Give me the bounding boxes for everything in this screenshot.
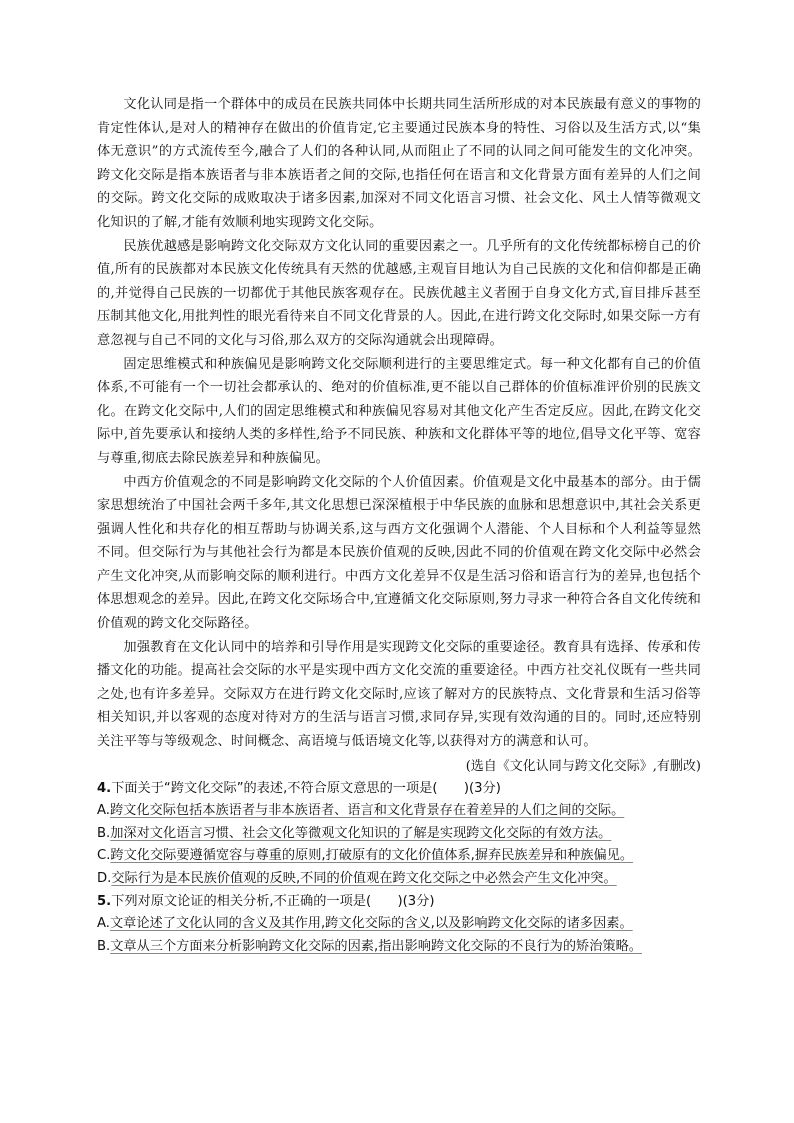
question-text: 下面关于“跨文化交际”的表述,不符合原文意思的一项是( )(3分) (111, 780, 501, 796)
passage-paragraph: 民族优越感是影响跨文化交际双方文化认同的重要因素之一。几乎所有的文化传统都标榜自己的价值,所有的民族都对本民族文化传统具有天然的优越感,主观盲目地认为自己民族的文化和信仰都是正确的,并觉得自己民族的一切都优于其他民族客观存在。民族优越主义者囿于自身文化方式,盲目排斥甚至压制其他文化,用批判性的眼光看待来自不同文化背景的人。因此,在进行跨文化交际时,如果交际一方有意忽视与自己不同的文化与习俗,那么双方的交际沟通就会出现障碍。 (97, 238, 701, 348)
option-text: 文章从三个方面来分析影响跨文化交际的因素,指出影响跨文化交际的不良行为的矫治策略。 (110, 938, 642, 954)
question-stem (97, 778, 701, 801)
option-text: 跨文化交际要遵循宽容与尊重的原则,打破原有的文化价值体系,摒弃民族差异和种族偏见。 (110, 848, 634, 864)
option-text: 交际行为是本民族价值观的反映,不同的价值观在跨文化交际之中必然会产生文化冲突。 (111, 871, 617, 886)
passage-paragraph: 加强教育在文化认同中的培养和引导作用是实现跨文化交际的重要途径。教育具有选择、传承和传播文化的功能。提高社会交际的水平是实现中西方文化交流的重要途径。中西方社交礼仪既有一些共同之处,也有许多差异。交际双方在进行跨文化交际时,应该了解对方的民族特点、文化背景和生活习俗等相关知识,并以客观的态度对待对方的生活与语言习惯,求同存异,实现有效沟通的目的。同时,还应特别关注平等与等级观念、时间概念、高语境与低语境文化等,以获得对方的满意和认可。 (97, 639, 701, 750)
option-letter: B. (97, 825, 111, 841)
passage-paragraph: 中西方价值观念的不同是影响跨文化交际的个人价值因素。价值观是文化中最基本的部分。由于儒家思想统治了中国社会两千多年,其文化思想已深深植根于中华民族的血脉和思想意识中,其社会关系更强调人性化和共存化的相互帮助与协调关系,这与西方文化强调个人潜能、个人目标和个人利益等显然不同。但交际行为与其他社会行为都是本民族价值观的反映,因此不同的价值观在跨文化交际中必然会产生文化冲突,从而影响交际的顺利进行。中西方文化差异不仅是生活习俗和语言行为的差异,也包括个体思想观念的差异。因此,在跨文化交际场合中,宜遵循文化交际原则,努力寻求一种符合各自文化传统和价值观的跨文化交际路径。 (97, 474, 701, 632)
option-d[interactable] (97, 868, 701, 891)
option-b[interactable] (97, 936, 701, 959)
question-number: 5. (97, 893, 112, 909)
option-letter: C. (97, 848, 111, 864)
option-letter: B. (97, 938, 111, 954)
option-c[interactable] (97, 845, 701, 868)
option-letter: A. (97, 916, 110, 932)
option-text: 加深对文化语言习惯、社会文化等微观文化知识的了解是实现跨文化交际的有效方法。 (110, 825, 612, 841)
question-list (97, 778, 701, 959)
question-stem (97, 891, 701, 914)
question-number: 4. (97, 780, 112, 796)
passage-paragraph: 文化认同是指一个群体中的成员在民族共同体中长期共同生活所形成的对本民族最有意义的事物的肯定性体认,是对人的精神存在做出的价值肯定,它主要通过民族本身的特性、习俗以及生活方式,以“集体无意识”的方式流传至今,融合了人们的各种认同,从而阻止了不同的认同之间可能发生的文化冲突。跨文化交际是指本族语者与非本族语者之间的交际,也指任何在语言和文化背景方面有差异的人们之间的交际。跨文化交际的成败取决于诸多因素,加深对不同文化语言习惯、社会文化、风土人情等微观文化知识的了解,才能有效顺利地实现跨文化交际。 (97, 97, 701, 230)
option-a[interactable] (97, 800, 701, 823)
option-a[interactable] (97, 913, 701, 936)
question-text: 下列对原文论证的相关分析,不正确的一项是( )(3分) (111, 893, 435, 909)
passage-paragraph: 固定思维模式和种族偏见是影响跨文化交际顺利进行的主要思维定式。每一种文化都有自己的价值体系,不可能有一个一切社会都承认的、绝对的价值标准,更不能以自己群体的价值标准评价别的民族文化。在跨文化交际中,人们的固定思维模式和种族偏见容易对其他文化产生否定反应。因此,在跨文化交际中,首先要承认和接纳人类的多样性,给予不同民族、种族和文化群体平等的地位,倡导文化平等、宽容与尊重,彻底去除民族差异和种族偏见。 (97, 356, 701, 466)
option-b[interactable] (97, 823, 701, 846)
reading-passage (97, 93, 701, 754)
option-text: 文章论述了文化认同的含义及其作用,跨文化交际的含义,以及影响跨文化交际的诸多因素。 (109, 916, 633, 932)
option-letter: A. (97, 803, 110, 819)
question-4 (97, 778, 701, 891)
question-5 (97, 891, 701, 959)
document-page (97, 93, 701, 958)
option-letter: D. (97, 871, 112, 886)
passage-source: (选自《文化认同与跨文化交际》,有删改) (465, 758, 701, 774)
option-text: 跨文化交际包括本族语者与非本族语者、语言和文化背景存在着差异的人们之间的交际。 (109, 803, 625, 819)
